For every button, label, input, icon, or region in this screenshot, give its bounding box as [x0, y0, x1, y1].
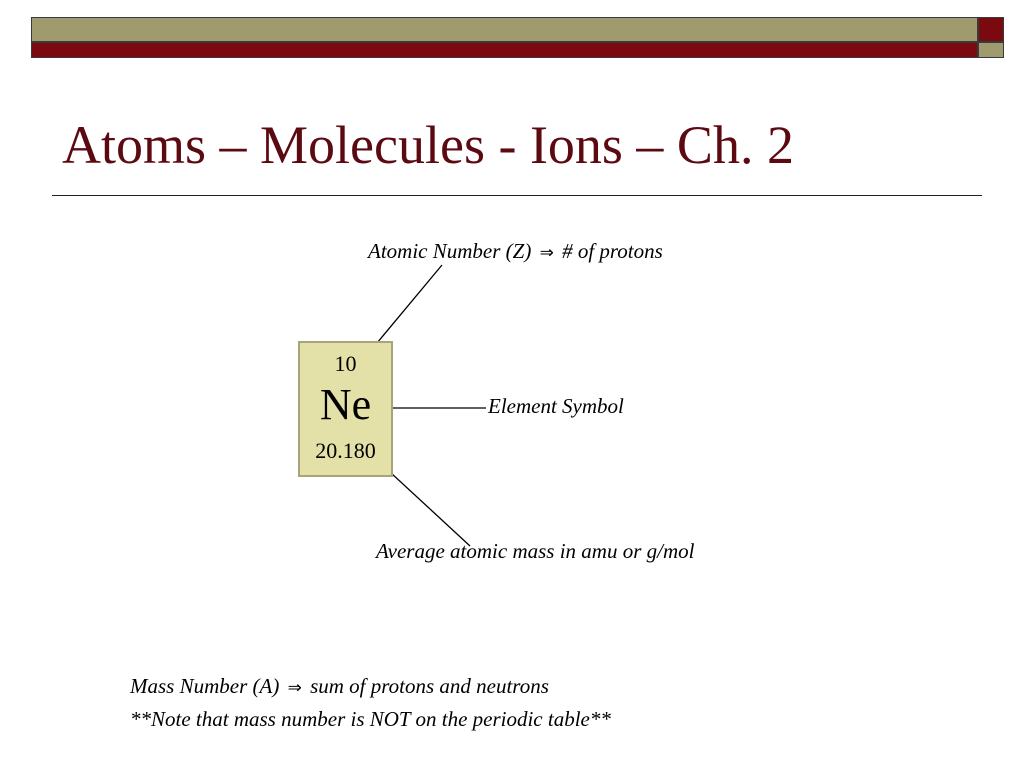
atomic-number-term: Atomic Number (Z): [368, 239, 532, 263]
average-mass-label: Average atomic mass in amu or g/mol: [376, 539, 695, 563]
element-tile: [298, 341, 393, 477]
mass-number-term: Mass Number (A): [130, 674, 280, 698]
slide-title: Atoms – Molecules - Ions – Ch. 2: [62, 115, 794, 175]
element-symbol-label: Element Symbol: [488, 394, 624, 418]
mass-number-label: [130, 676, 549, 697]
atomic-number-definition: # of protons: [562, 239, 663, 263]
periodic-table-note: **Note that mass number is NOT on the periodic table**: [130, 707, 611, 731]
atomic-number: 10: [334, 351, 357, 376]
element-symbol: Ne: [319, 380, 372, 429]
atomic-number-label: [368, 241, 663, 262]
atomic-mass: 20.180: [315, 438, 376, 463]
implies-arrow-icon: ⇒: [287, 678, 302, 698]
mass-number-definition: sum of protons and neutrons: [310, 674, 549, 698]
implies-arrow-icon: ⇒: [539, 243, 554, 263]
